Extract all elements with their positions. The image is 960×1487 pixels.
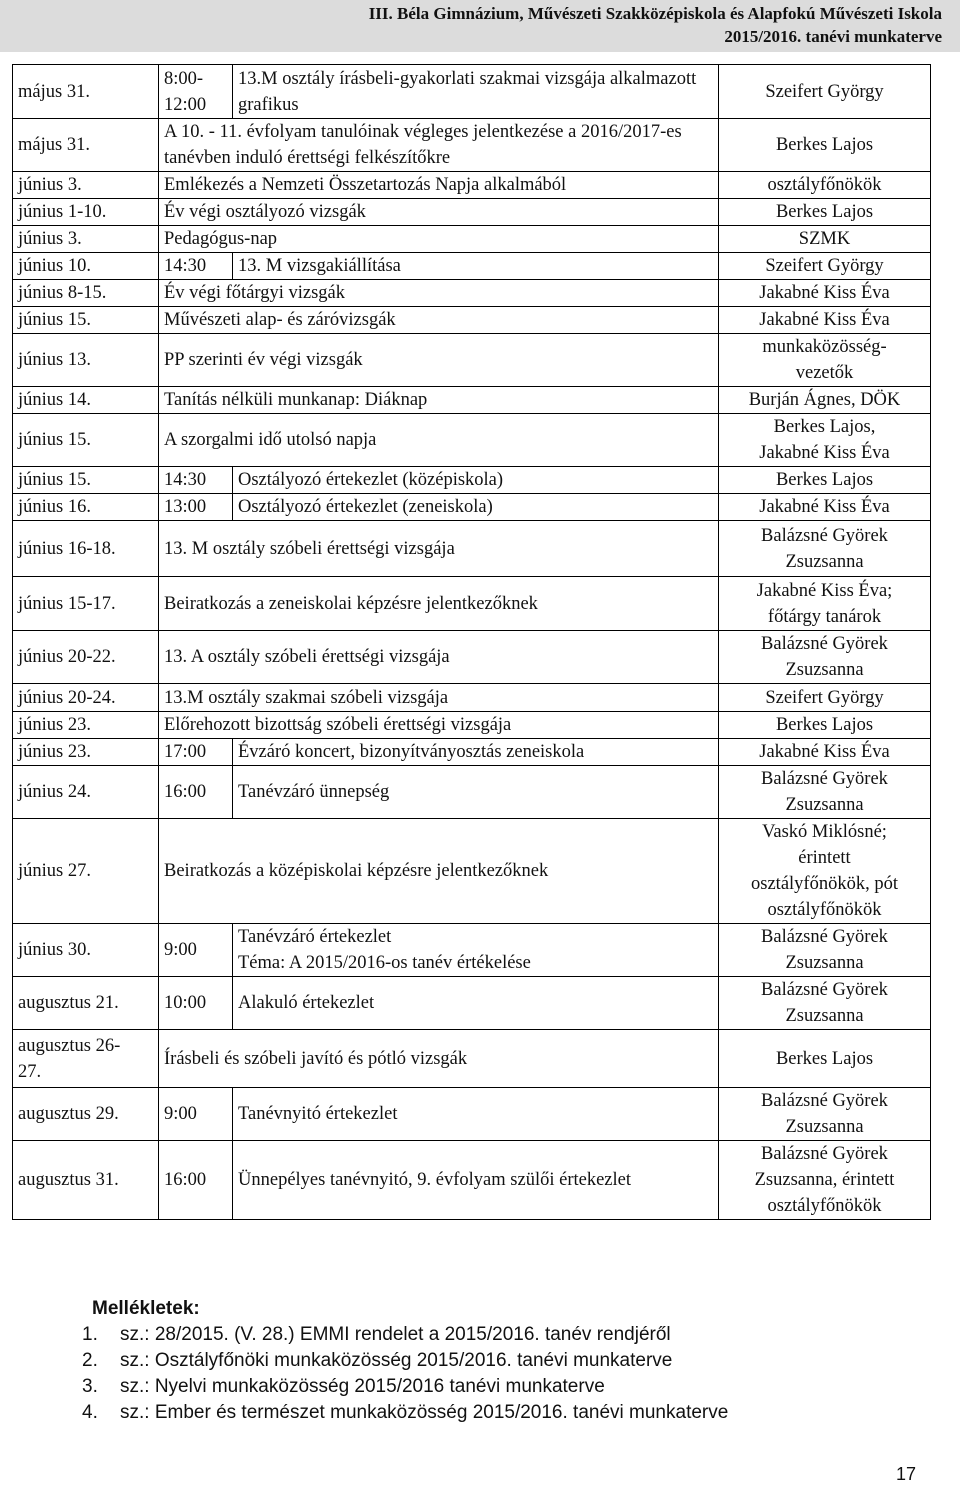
table-row [13, 494, 931, 521]
row-time: 16:00 [159, 766, 233, 819]
table-row [13, 253, 931, 280]
row-responsible: Balázsné Györek Zsuzsanna [719, 924, 931, 977]
row-activity: 13. M osztály szóbeli érettségi vizsgája [159, 521, 719, 577]
row-responsible: Jakabné Kiss Éva [719, 280, 931, 307]
table-row [13, 414, 931, 467]
attachments [82, 1296, 922, 1426]
row-time: 13:00 [159, 494, 233, 521]
row-activity: Előrehozott bizottság szóbeli érettségi vizsgája [159, 712, 719, 739]
table-row [13, 1141, 931, 1220]
table-row [13, 467, 931, 494]
row-activity: 13. A osztály szóbeli érettségi vizsgája [159, 631, 719, 684]
table-row [13, 387, 931, 414]
row-date: június 23. [13, 739, 159, 766]
table-row [13, 119, 931, 172]
row-activity: Beiratkozás a középiskolai képzésre jelentkezőknek [159, 819, 719, 924]
row-date: június 20-24. [13, 684, 159, 712]
row-responsible: Jakabné Kiss Éva [719, 307, 931, 334]
row-time: 9:00 [159, 924, 233, 977]
row-activity: 13. M vizsgakiállítása [233, 253, 719, 280]
row-responsible: Jakabné Kiss Éva [719, 739, 931, 766]
attachment-text: sz.: Nyelvi munkaközösség 2015/2016 tanévi munkaterve [120, 1376, 605, 1397]
row-time: 10:00 [159, 977, 233, 1030]
row-activity: Osztályozó értekezlet (zeneiskola) [233, 494, 719, 521]
row-responsible: Jakabné Kiss Éva [719, 494, 931, 521]
table-row [13, 280, 931, 307]
row-responsible: Szeifert György [719, 65, 931, 119]
row-activity: 13.M osztály szakmai szóbeli vizsgája [159, 684, 719, 712]
row-activity: A 10. - 11. évfolyam tanulóinak végleges jelentkezése a 2016/2017-es tanévben induló érettségi felkészítőkre [159, 119, 719, 172]
row-activity: Tanítás nélküli munkanap: Diáknap [159, 387, 719, 414]
table-row [13, 684, 931, 712]
row-date: június 15. [13, 414, 159, 467]
row-date: június 15. [13, 467, 159, 494]
row-responsible: Berkes Lajos [719, 199, 931, 226]
row-activity: Pedagógus-nap [159, 226, 719, 253]
row-date: június 15. [13, 307, 159, 334]
row-date: június 13. [13, 334, 159, 387]
row-activity: 13.M osztály írásbeli-gyakorlati szakmai vizsgája alkalmazott grafikus [233, 65, 719, 119]
row-date: augusztus 21. [13, 977, 159, 1030]
row-responsible: Balázsné Györek Zsuzsanna [719, 1088, 931, 1141]
row-responsible: osztályfőnökök [719, 172, 931, 199]
row-date: június 10. [13, 253, 159, 280]
row-responsible: Vaskó Miklósné; érintett osztályfőnökök, pót osztályfőnökök [719, 819, 931, 924]
attachment-item [82, 1400, 922, 1426]
row-date: június 16-18. [13, 521, 159, 577]
row-date: június 27. [13, 819, 159, 924]
row-responsible: Berkes Lajos [719, 1030, 931, 1088]
row-responsible: Burján Ágnes, DÖK [719, 387, 931, 414]
row-responsible: Berkes Lajos [719, 119, 931, 172]
row-activity: Tanévzáró ünnepség [233, 766, 719, 819]
row-date: június 14. [13, 387, 159, 414]
row-time: 8:00- 12:00 [159, 65, 233, 119]
row-date: június 15-17. [13, 577, 159, 631]
table-row [13, 1088, 931, 1141]
school-name: III. Béla Gimnázium, Művészeti Szakközépiskola és Alapfokú Művészeti Iskola [368, 4, 942, 23]
table-row [13, 819, 931, 924]
page-number: 17 [895, 1464, 916, 1484]
row-responsible: Balázsné Györek Zsuzsanna, érintett osztályfőnökök [719, 1141, 931, 1220]
document-title: 2015/2016. tanévi munkaterve [724, 27, 942, 46]
table-row [13, 334, 931, 387]
table-row [13, 712, 931, 739]
row-activity: Tanévzáró értekezlet Téma: A 2015/2016-os tanév értékelése [233, 924, 719, 977]
row-time: 9:00 [159, 1088, 233, 1141]
row-activity: Írásbeli és szóbeli javító és pótló vizsgák [159, 1030, 719, 1088]
attachments-title: Mellékletek: [92, 1298, 200, 1319]
row-activity: Osztályozó értekezlet (középiskola) [233, 467, 719, 494]
table-row [13, 172, 931, 199]
row-activity: Beiratkozás a zeneiskolai képzésre jelentkezőknek [159, 577, 719, 631]
row-date: június 3. [13, 226, 159, 253]
table-row [13, 766, 931, 819]
row-activity: Év végi főtárgyi vizsgák [159, 280, 719, 307]
row-date: június 8-15. [13, 280, 159, 307]
attachment-item [82, 1322, 922, 1348]
table-row [13, 65, 931, 119]
row-date: május 31. [13, 65, 159, 119]
schedule-body [13, 65, 931, 1220]
attachment-number: 3. [82, 1376, 98, 1397]
row-date: június 1-10. [13, 199, 159, 226]
row-responsible: munkaközösség- vezetők [719, 334, 931, 387]
row-responsible: Szeifert György [719, 684, 931, 712]
row-date: június 23. [13, 712, 159, 739]
row-date: június 3. [13, 172, 159, 199]
row-responsible: Berkes Lajos [719, 712, 931, 739]
row-activity: Év végi osztályozó vizsgák [159, 199, 719, 226]
table-row [13, 199, 931, 226]
attachment-item [82, 1374, 922, 1400]
table-row [13, 977, 931, 1030]
table-row [13, 226, 931, 253]
row-responsible: SZMK [719, 226, 931, 253]
row-responsible: Balázsné Györek Zsuzsanna [719, 977, 931, 1030]
attachments-list [82, 1322, 922, 1426]
attachment-number: 1. [82, 1324, 98, 1345]
row-activity: PP szerinti év végi vizsgák [159, 334, 719, 387]
table-row [13, 577, 931, 631]
row-date: június 30. [13, 924, 159, 977]
row-responsible: Szeifert György [719, 253, 931, 280]
page-header [0, 0, 960, 52]
row-responsible: Balázsné Györek Zsuzsanna [719, 766, 931, 819]
row-activity: Művészeti alap- és záróvizsgák [159, 307, 719, 334]
attachment-number: 2. [82, 1350, 98, 1371]
table-row [13, 924, 931, 977]
attachment-number: 4. [82, 1402, 98, 1423]
row-activity: Tanévnyitó értekezlet [233, 1088, 719, 1141]
row-responsible: Berkes Lajos [719, 467, 931, 494]
row-time: 16:00 [159, 1141, 233, 1220]
row-responsible: Balázsné Györek Zsuzsanna [719, 521, 931, 577]
row-responsible: Jakabné Kiss Éva; főtárgy tanárok [719, 577, 931, 631]
row-date: június 24. [13, 766, 159, 819]
row-date: június 20-22. [13, 631, 159, 684]
attachment-item [82, 1348, 922, 1374]
row-responsible: Berkes Lajos, Jakabné Kiss Éva [719, 414, 931, 467]
attachment-text: sz.: Ember és természet munkaközösség 2015/2016. tanévi munkaterve [120, 1402, 729, 1423]
table-row [13, 307, 931, 334]
row-date: augusztus 31. [13, 1141, 159, 1220]
row-time: 14:30 [159, 253, 233, 280]
row-activity: Ünnepélyes tanévnyitó, 9. évfolyam szülői értekezlet [233, 1141, 719, 1220]
row-date: augusztus 26- 27. [13, 1030, 159, 1088]
row-activity: Emlékezés a Nemzeti Összetartozás Napja alkalmából [159, 172, 719, 199]
row-date: augusztus 29. [13, 1088, 159, 1141]
table-row [13, 1030, 931, 1088]
row-activity: Évzáró koncert, bizonyítványosztás zeneiskola [233, 739, 719, 766]
attachment-text: sz.: 28/2015. (V. 28.) EMMI rendelet a 2015/2016. tanév rendjéről [120, 1324, 671, 1345]
row-date: május 31. [13, 119, 159, 172]
row-activity: Alakuló értekezlet [233, 977, 719, 1030]
table-row [13, 521, 931, 577]
row-time: 17:00 [159, 739, 233, 766]
table-row [13, 631, 931, 684]
attachment-text: sz.: Osztályfőnöki munkaközösség 2015/2016. tanévi munkaterve [120, 1350, 673, 1371]
row-responsible: Balázsné Györek Zsuzsanna [719, 631, 931, 684]
row-time: 14:30 [159, 467, 233, 494]
schedule-table [12, 64, 931, 1220]
table-row [13, 739, 931, 766]
row-activity: A szorgalmi idő utolsó napja [159, 414, 719, 467]
row-date: június 16. [13, 494, 159, 521]
